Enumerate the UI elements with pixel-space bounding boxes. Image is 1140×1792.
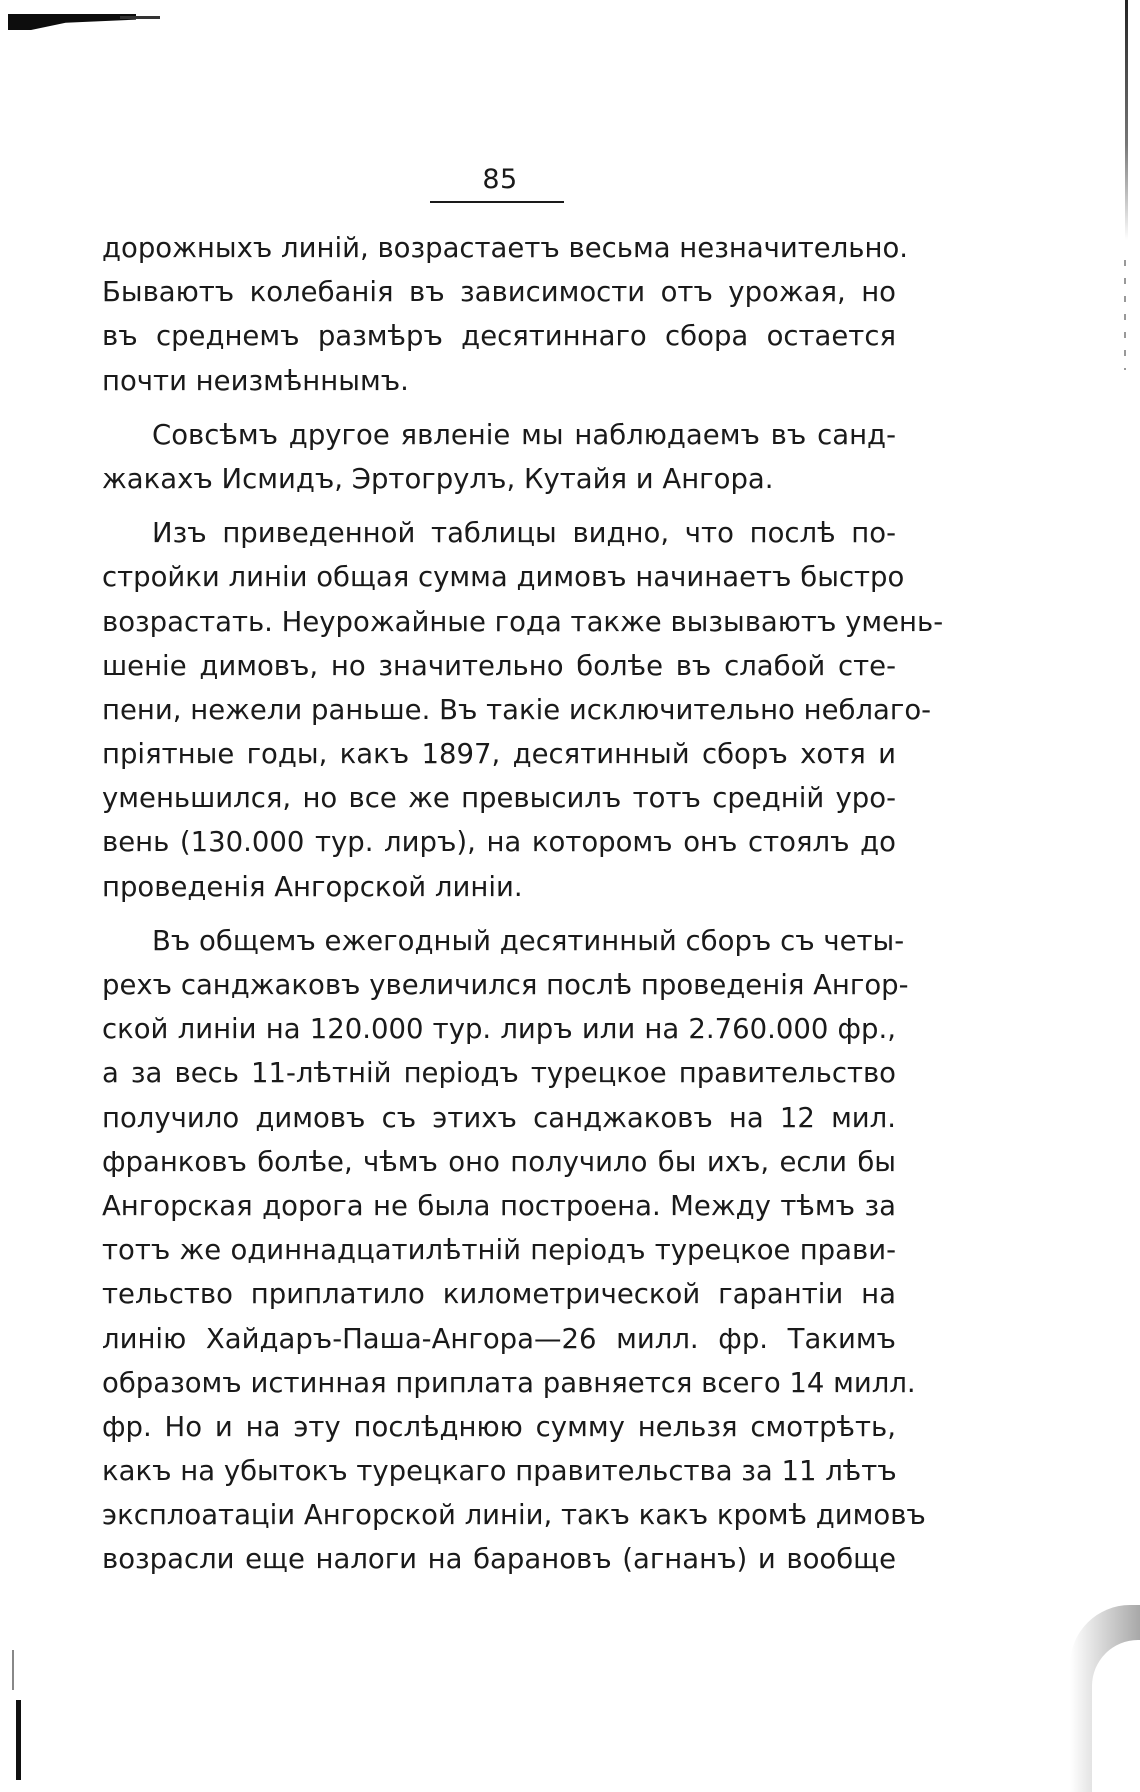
text-line: Бываютъ колебанія въ зависимости отъ урожая, но [102,276,896,309]
body-text [102,226,944,1582]
paragraph-gap [102,501,896,511]
text-line: образомъ истинная приплата равняется всего 14 милл. [102,1366,916,1399]
text-line: ской линіи на 120.000 тур. лиръ или на 2.760.000 фр., [102,1013,896,1046]
scan-artifact-page-curl-inner [1092,1640,1140,1792]
text-line: возрасли еще налоги на барановъ (агнанъ) и вообще [102,1543,896,1576]
scan-artifact-right-dots [1124,260,1126,370]
text-line: фр. Но и на эту послѣднюю сумму нельзя смотрѣть, [102,1410,896,1443]
text-line: почти неизмѣннымъ. [102,364,409,397]
scan-artifact-right-edge [1125,0,1128,240]
text-line: получило димовъ съ этихъ санджаковъ на 12 мил. [102,1101,896,1134]
scan-artifact-top-left-line [120,16,160,19]
text-line: стройки линіи общая сумма димовъ начинаетъ быстро [102,561,905,594]
text-line: рехъ санджаковъ увеличился послѣ проведенія Ангор- [102,969,909,1001]
text-line: Изъ приведенной таблицы видно, что послѣ по- [152,517,896,550]
text-line: пріятные годы, какъ 1897, десятинный сборъ хотя и [102,738,896,771]
paragraph-gap [102,403,896,413]
text-line: вень (130.000 тур. лиръ), на которомъ онъ стоялъ до [102,826,896,859]
text-line: тотъ же одиннадцатилѣтній періодъ турецкое прави- [102,1234,896,1267]
text-line: какъ на убытокъ турецкаго правительства за 11 лѣтъ [102,1455,897,1488]
text-line: линію Хайдаръ-Паша-Ангора—26 милл. фр. Такимъ [102,1322,896,1355]
text-line: шеніе димовъ, но значительно болѣе въ слабой сте- [102,649,896,682]
text-line: а за весь 11-лѣтній періодъ турецкое правительство [102,1057,896,1090]
text-line: уменьшился, но все же превысилъ тотъ среднiй уро- [102,782,896,815]
text-line: тельство приплатило километрической гарантіи на [102,1278,896,1311]
page-number-rule [430,201,564,203]
text-line: Ангорская дорога не была построена. Между тѣмъ за [102,1189,896,1222]
text-line: Совсѣмъ другое явленіе мы наблюдаемъ въ санд- [152,418,896,451]
scan-artifact-bottom-left-thin [12,1650,14,1690]
text-line: франковъ болѣе, чѣмъ оно получило бы ихъ, если бы [102,1145,896,1178]
paragraph-gap [102,909,896,919]
text-line: дорожныхъ линій, возрастаетъ весьма незначительно. [102,232,909,264]
page-number: 85 [482,164,518,195]
text-line: пени, нежели раньше. Въ такіе исключительно неблаго- [102,693,932,726]
scan-artifact-bottom-left-edge [16,1700,21,1780]
scan-artifact-top-left [8,14,136,30]
text-line: въ среднемъ размѣръ десятиннаго сбора остается [102,320,896,353]
text-line: эксплоатаціи Ангорской линіи, такъ какъ кромѣ димовъ [102,1499,926,1532]
text-line: проведенія Ангорской линіи. [102,870,523,903]
text-line: жакахъ Исмидъ, Эртогрулъ, Кутайя и Ангора. [102,462,774,495]
text-line: Въ общемъ ежегодный десятинный сборъ съ четы- [152,924,905,957]
text-line: возрастать. Неурожайные года также вызываютъ умень- [102,605,944,638]
